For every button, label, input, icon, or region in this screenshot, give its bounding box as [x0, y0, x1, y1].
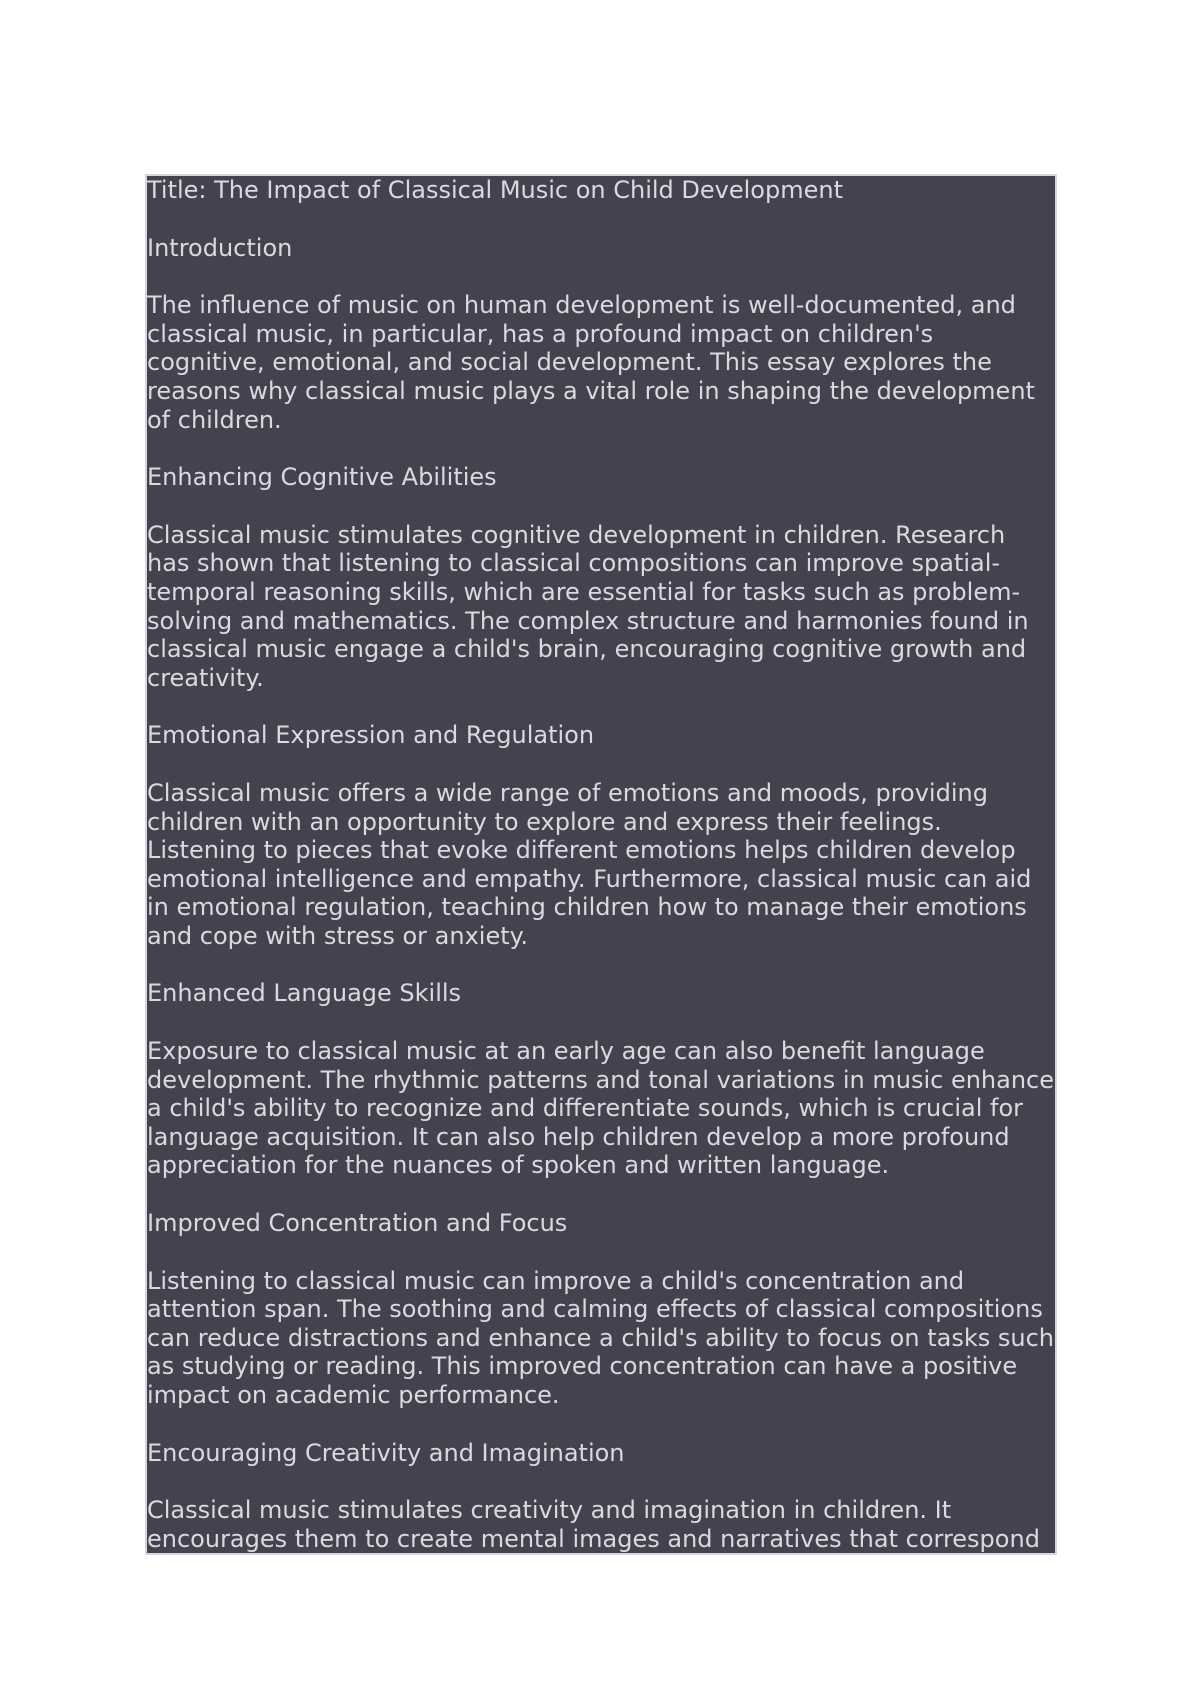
paragraph-gap: [147, 205, 1055, 234]
section-heading-concentration: Improved Concentration and Focus: [147, 1209, 568, 1238]
essay-text-box: [145, 174, 1057, 1555]
paragraph-gap: [147, 1410, 1055, 1439]
document-title: Title: The Impact of Classical Music on Child Development: [147, 176, 843, 204]
section-body-emotional: Classical music offers a wide range of emotions and moods, providing children with an opportunity to explore and express their feelings. Listening to pieces that evoke different emotions helps children develop emotional intelligence and empathy. Furthermore, classical music can aid in emotional regulation, teaching children how to manage their emotions and cope with stress or anxiety.: [147, 778, 1032, 950]
paragraph-gap: [147, 1008, 1055, 1037]
section-heading-creativity: Encouraging Creativity and Imagination: [147, 1438, 625, 1467]
section-body-cognitive: Classical music stimulates cognitive development in children. Research has shown that listening to classical compositions can improve spatial-temporal reasoning skills, which are essential for tasks such as problem-solving and mathematics. The complex structure and harmonies found in classical music engage a child's brain, encouraging cognitive growth and creativity.: [147, 520, 1029, 692]
section-body-creativity: Classical music stimulates creativity and imagination in children. It encourages them to create mental images and narratives that correspond: [147, 1496, 1040, 1553]
section-body-concentration: Listening to classical music can improve a child's concentration and attention span. The soothing and calming effects of classical compositions can reduce distractions and enhance a child's ability to focus on tasks such as studying or reading. This improved concentration can have a positive impact on academic performance.: [147, 1266, 1054, 1409]
paragraph-gap: [147, 1467, 1055, 1496]
paragraph-gap: [147, 492, 1055, 521]
section-heading-emotional: Emotional Expression and Regulation: [147, 721, 595, 750]
section-heading-language: Enhanced Language Skills: [147, 979, 462, 1008]
section-heading-cognitive: Enhancing Cognitive Abilities: [147, 463, 497, 492]
section-body-introduction: The influence of music on human development is well-documented, and classical music, in particular, has a profound impact on children's cognitive, emotional, and social development. This essay explores the reasons why classical music plays a vital role in shaping the development of children.: [147, 291, 1035, 434]
paragraph-gap: [147, 1238, 1055, 1267]
paragraph-gap: [147, 750, 1055, 779]
paragraph-gap: [147, 434, 1055, 463]
paragraph-gap: [147, 262, 1055, 291]
section-heading-introduction: Introduction: [147, 233, 293, 262]
paragraph-gap: [147, 950, 1055, 979]
paragraph-gap: [147, 692, 1055, 721]
section-body-language: Exposure to classical music at an early age can also benefit language development. The rhythmic patterns and tonal variations in music enhance a child's ability to recognize and differentiate sounds, which is crucial for language acquisition. It can also help children develop a more profound appreciation for the nuances of spoken and written language.: [147, 1037, 1055, 1180]
paragraph-gap: [147, 1180, 1055, 1209]
